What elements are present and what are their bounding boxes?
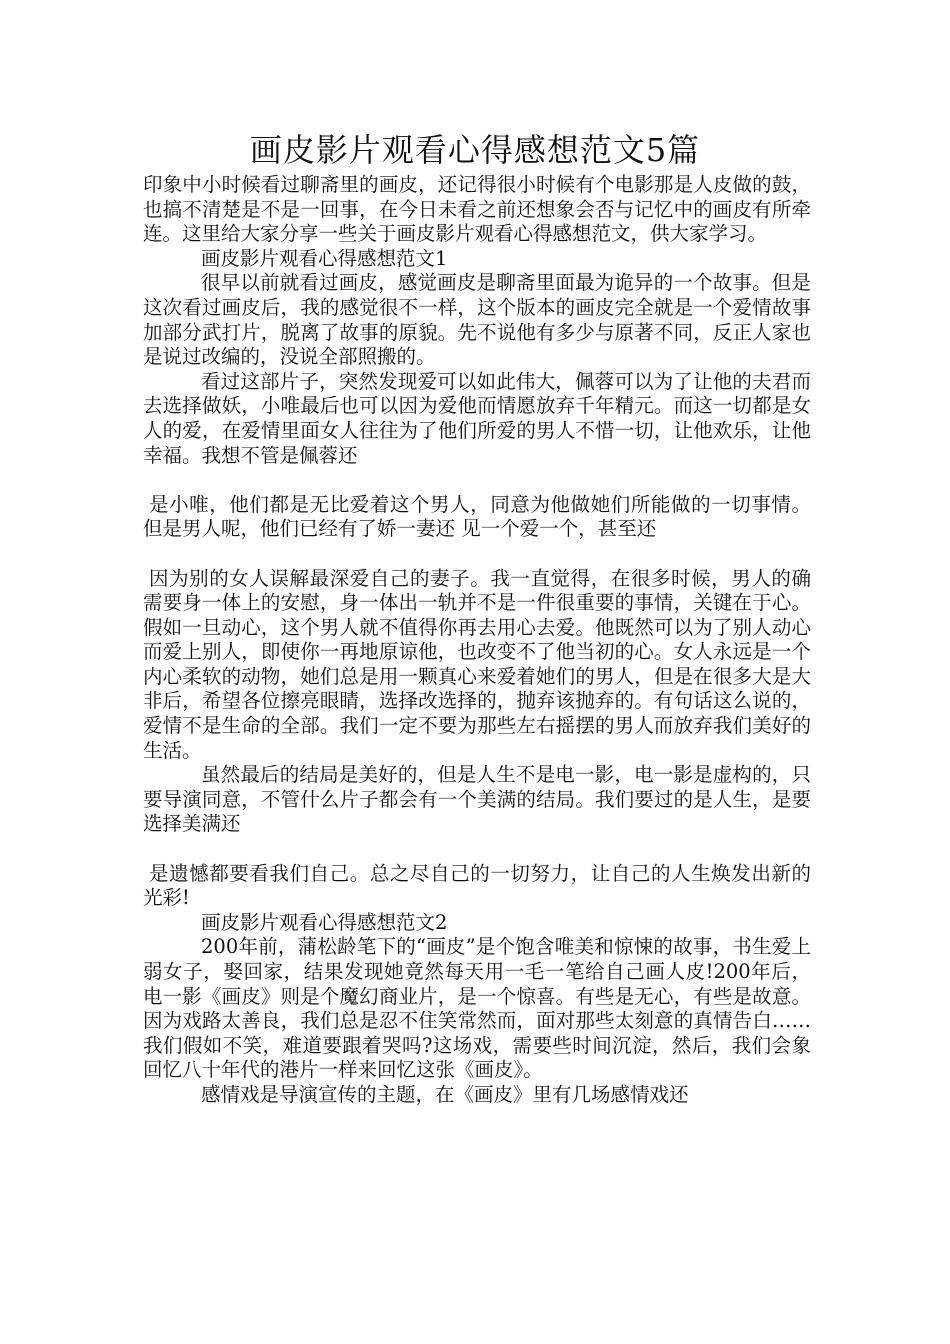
document-body xyxy=(143,173,811,1108)
section-1-paragraph: 很早以前就看过画皮，感觉画皮是聊斋里面最为诡异的一个故事。但是这次看过画皮后，我的感觉很不一样，这个版本的画皮完全就是一个爱情故事加部分武打片，脱离了故事的原貌。先不说他有多少与原著不同，反正人家也是说过改编的，没说全部照搬的。 xyxy=(143,271,811,369)
section-1-paragraph: 是遗憾都要看我们自己。总之尽自己的一切努力，让自己的人生焕发出新的光彩! xyxy=(143,861,811,910)
section-2-paragraph: 感情戏是导演宣传的主题，在《画皮》里有几场感情戏还 xyxy=(201,1082,689,1106)
section-1-heading: 画皮影片观看心得感想范文1 xyxy=(201,246,448,270)
page-title: 画皮影片观看心得感想范文5篇 xyxy=(249,131,701,169)
section-1-paragraph: 因为别的女人误解最深爱自己的妻子。我一直觉得，在很多时候，男人的确需要身一体上的安慰，身一体出一轨并不是一件很重要的事情，关键在于心。假如一旦动心，这个男人就不值得你再去用心去爱。他既然可以为了别人动心而爱上别人，即使你一再地原谅他，也改变不了他当初的心。女人永远是一个内心柔软的动物，她们总是用一颗真心来爱着她们的男人，但是在很多大是大非后，希望各位擦亮眼睛，选择改选择的，抛弃该抛弃的。有句话这么说的，爱情不是生命的全部。我们一定不要为那些左右摇摆的男人而放弃我们美好的生活。 xyxy=(143,566,811,762)
intro-paragraph: 印象中小时候看过聊斋里的画皮，还记得很小时候有个电影那是人皮做的鼓，也搞不清楚是不是一回事，在今日未看之前还想象会否与记忆中的画皮有所牵连。这里给大家分享一些关于画皮影片观看心得感想范文，供大家学习。 xyxy=(143,173,811,246)
section-1-paragraph: 虽然最后的结局是美好的，但是人生不是电一影，电一影是虚构的，只要导演同意，不管什么片子都会有一个美满的结局。我们要过的是人生，是要选择美满还 xyxy=(143,763,811,836)
section-2-heading: 画皮影片观看心得感想范文2 xyxy=(201,910,448,934)
section-2-paragraph: 200年前，蒲松龄笔下的“画皮”是个饱含唯美和惊悚的故事，书生爱上弱女子，娶回家，结果发现她竟然每天用一毛一笔给自己画人皮!200年后，电一影《画皮》则是个魔幻商业片，是一个惊喜。有些是无心，有些是故意。因为戏路太善良，我们总是忍不住笑常然而，面对那些太刻意的真情告白……我们假如不笑，难道要跟着哭吗?这场戏，需要些时间沉淀，然后，我们会象回忆八十年代的港片一样来回忆这张《画皮》。 xyxy=(143,935,811,1082)
section-1-paragraph: 是小唯，他们都是无比爱着这个男人，同意为他做她们所能做的一切事情。但是男人呢，他们已经有了娇一妻还 见一个爱一个，甚至还 xyxy=(143,492,811,541)
section-1-paragraph: 看过这部片子，突然发现爱可以如此伟大，佩蓉可以为了让他的夫君而去选择做妖，小唯最后也可以因为爱他而情愿放弃千年精元。而这一切都是女人的爱，在爱情里面女人往往为了他们所爱的男人不惜一切，让他欢乐，让他幸福。我想不管是佩蓉还 xyxy=(143,369,811,467)
